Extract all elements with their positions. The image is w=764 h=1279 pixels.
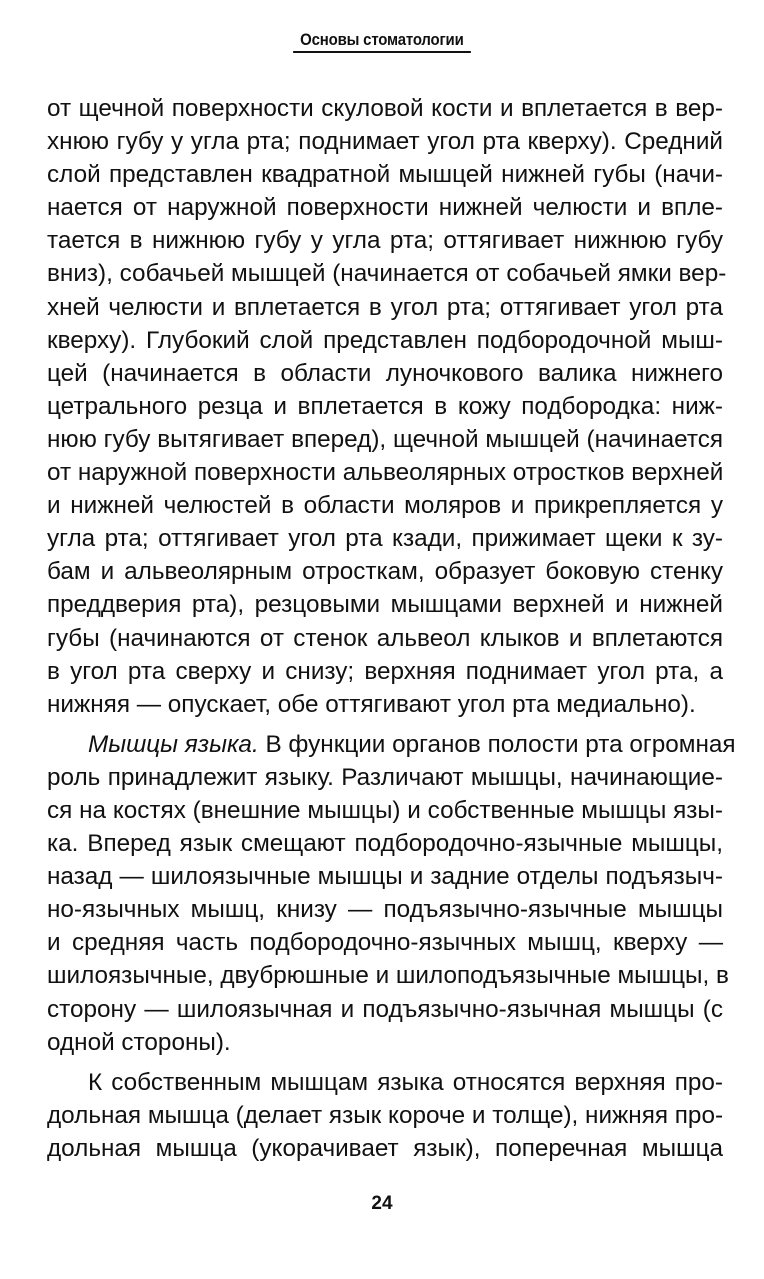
text-line: от щечной поверхности скуловой кости и вплетается в вер-	[47, 95, 723, 122]
page-number: 24	[371, 1193, 393, 1214]
text-line: слой представлен квадратной мышцей нижней губы (начи-	[47, 161, 723, 189]
text-line: преддверия рта), резцовыми мышцами верхней и нижней	[47, 591, 723, 619]
text-line: шилоязычные, двубрюшные и шилоподъязычные мышцы, в	[47, 962, 729, 990]
text-line: одной стороны).	[47, 1028, 231, 1056]
text-line: и нижней челюстей в области моляров и прикрепляется у	[47, 492, 723, 520]
text-line: цей (начинается в области луночкового валика нижнего	[47, 359, 723, 387]
text-line: ся на костях (внешние мышцы) и собственные мышцы язы-	[47, 796, 723, 824]
text-line: кверху). Глубокий слой представлен подбородочной мыш-	[47, 326, 723, 354]
text-line: в угол рта сверху и снизу; верхняя поднимает угол рта, а	[47, 657, 723, 685]
text-line: хней челюсти и вплетается в угол рта; оттягивает угол рта	[47, 293, 723, 321]
text-line: сторону — шилоязычная и подъязычно-язычная мышцы (с	[47, 995, 723, 1023]
running-header	[0, 30, 764, 53]
text-line: бам и альвеолярным отросткам, образует боковую стенку	[47, 558, 723, 586]
text-line: от наружной поверхности альвеолярных отростков верхней	[47, 459, 724, 487]
text-line: ка. Вперед язык смещают подбородочно-язычные мышцы,	[47, 830, 723, 858]
text-line: тается в нижнюю губу у угла рта; оттягивает нижнюю губу	[47, 227, 723, 255]
running-header-title: Основы стоматологии	[293, 30, 471, 53]
paragraph-lead-italic: Мышцы языка.	[88, 730, 259, 758]
paragraph-3	[47, 1066, 723, 1165]
text-line: угла рта; оттягивает угол рта кзади, прижимает щеки к зу-	[47, 525, 723, 553]
text-line: дольная мышца (делает язык короче и толще), нижняя про-	[47, 1101, 724, 1129]
text-line: нюю губу вытягивает вперед), щечной мышцей (начинается	[47, 425, 723, 453]
text-line: назад — шилоязычные мышцы и задние отделы подъязыч-	[47, 863, 723, 891]
text-line: губы (начинаются от стенок альвеол клыков и вплетаются	[47, 624, 723, 652]
paragraph-1	[47, 92, 727, 721]
text-line: но-язычных мышц, книзу — подъязычно-язычные мышцы	[47, 896, 723, 924]
text-line: роль принадлежит языку. Различают мышцы, начинающие-	[47, 763, 723, 791]
text-line: цетрального резца и вплетается в кожу подбородка: ниж-	[47, 392, 723, 420]
text-line: хнюю губу у угла рта; поднимает угол рта кверху). Средний	[47, 128, 723, 156]
text-line: К собственным мышцам языка относятся верхняя про-	[88, 1068, 723, 1096]
text-line: вниз), собачьей мышцей (начинается от собачьей ямки вер-	[47, 260, 727, 288]
text-line: и средняя часть подбородочно-язычных мышц, кверху —	[47, 929, 723, 957]
paragraph-2	[47, 728, 736, 1059]
text-line-first	[47, 728, 736, 761]
text-line: дольная мышца (укорачивает язык), поперечная мышца	[47, 1134, 723, 1162]
text-line: нижняя — опускает, обе оттягивают угол рта медиально).	[47, 690, 696, 718]
text-line-rest: В функции органов полости рта огромная	[258, 730, 736, 758]
body-text	[47, 92, 736, 1165]
text-line: нается от наружной поверхности нижней челюсти и впле-	[47, 194, 723, 222]
